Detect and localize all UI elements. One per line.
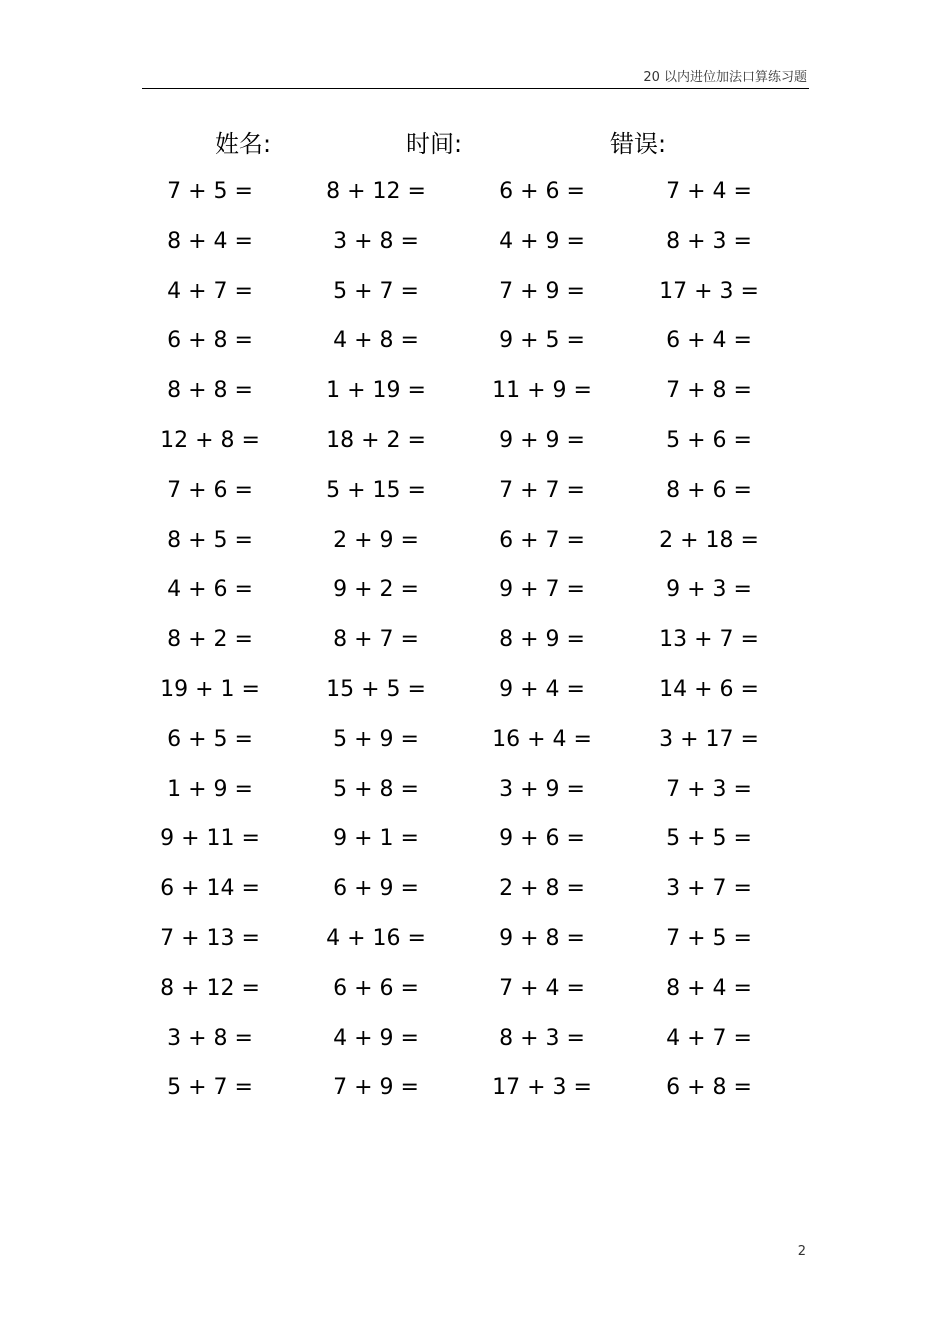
problem-item: 8 + 5 =	[167, 527, 253, 553]
problem-item: 9 + 2 =	[333, 577, 419, 603]
problem-item: 14 + 6 =	[659, 676, 759, 702]
problem-item: 9 + 1 =	[333, 826, 419, 852]
problem-item: 4 + 7 =	[666, 1025, 752, 1051]
problem-item: 7 + 6 =	[167, 477, 253, 503]
problem-item: 6 + 14 =	[160, 876, 260, 902]
problem-item: 2 + 9 =	[333, 527, 419, 553]
problem-item: 8 + 7 =	[333, 627, 419, 653]
problem-item: 4 + 9 =	[333, 1025, 419, 1051]
problem-item: 6 + 5 =	[167, 726, 253, 752]
running-header-title: 20 以内进位加法口算练习题	[643, 70, 807, 85]
problem-item: 7 + 13 =	[160, 925, 260, 951]
problem-item: 4 + 6 =	[167, 577, 253, 603]
page-number: 2	[797, 1244, 806, 1259]
problem-item: 6 + 8 =	[167, 328, 253, 354]
problem-item: 3 + 7 =	[666, 876, 752, 902]
problem-item: 9 + 9 =	[499, 427, 585, 453]
problem-item: 6 + 9 =	[333, 876, 419, 902]
problem-item: 5 + 8 =	[333, 776, 419, 802]
problem-item: 5 + 7 =	[333, 278, 419, 304]
problem-item: 6 + 4 =	[666, 328, 752, 354]
problem-item: 8 + 9 =	[499, 627, 585, 653]
problem-item: 6 + 6 =	[333, 975, 419, 1001]
problem-item: 8 + 12 =	[160, 975, 260, 1001]
problem-item: 2 + 18 =	[659, 527, 759, 553]
problem-item: 2 + 8 =	[499, 876, 585, 902]
problem-item: 1 + 9 =	[167, 776, 253, 802]
problem-item: 8 + 4 =	[666, 975, 752, 1001]
problem-item: 6 + 7 =	[499, 527, 585, 553]
problem-item: 8 + 3 =	[666, 228, 752, 254]
problem-item: 4 + 16 =	[326, 925, 426, 951]
problem-item: 5 + 7 =	[167, 1075, 253, 1101]
problem-item: 5 + 6 =	[666, 427, 752, 453]
problem-item: 7 + 4 =	[666, 179, 752, 204]
problem-item: 8 + 2 =	[167, 627, 253, 653]
problem-item: 8 + 12 =	[326, 179, 426, 204]
problem-item: 7 + 4 =	[499, 975, 585, 1001]
problem-item: 3 + 8 =	[167, 1025, 253, 1051]
problem-item: 7 + 5 =	[666, 925, 752, 951]
problem-item: 3 + 9 =	[499, 776, 585, 802]
problem-item: 9 + 4 =	[499, 676, 585, 702]
problem-item: 13 + 7 =	[659, 627, 759, 653]
header-divider	[142, 88, 809, 89]
problem-item: 5 + 5 =	[666, 826, 752, 852]
problem-item: 7 + 5 =	[167, 179, 253, 204]
problem-item: 8 + 8 =	[167, 378, 253, 404]
time-label: 时间:	[406, 130, 463, 158]
problem-item: 5 + 15 =	[326, 477, 426, 503]
problem-item: 9 + 7 =	[499, 577, 585, 603]
problem-item: 7 + 7 =	[499, 477, 585, 503]
name-label: 姓名:	[215, 130, 272, 158]
problem-item: 8 + 3 =	[499, 1025, 585, 1051]
problem-item: 9 + 11 =	[160, 826, 260, 852]
problem-item: 7 + 8 =	[666, 378, 752, 404]
problem-item: 17 + 3 =	[659, 278, 759, 304]
problem-item: 6 + 6 =	[499, 179, 585, 204]
student-info-row	[0, 124, 950, 164]
problem-item: 16 + 4 =	[492, 726, 592, 752]
problem-item: 7 + 3 =	[666, 776, 752, 802]
problem-item: 11 + 9 =	[492, 378, 592, 404]
problem-item: 15 + 5 =	[326, 676, 426, 702]
problem-item: 6 + 8 =	[666, 1075, 752, 1101]
problem-item: 9 + 6 =	[499, 826, 585, 852]
problem-item: 4 + 8 =	[333, 328, 419, 354]
problem-grid	[120, 167, 786, 1113]
problem-item: 9 + 5 =	[499, 328, 585, 354]
problem-item: 1 + 19 =	[326, 378, 426, 404]
problem-item: 5 + 9 =	[333, 726, 419, 752]
problem-item: 3 + 17 =	[659, 726, 759, 752]
problem-item: 12 + 8 =	[160, 427, 260, 453]
problem-item: 8 + 6 =	[666, 477, 752, 503]
problem-item: 17 + 3 =	[492, 1075, 592, 1101]
problem-item: 7 + 9 =	[333, 1075, 419, 1101]
problem-item: 3 + 8 =	[333, 228, 419, 254]
errors-label: 错误:	[610, 130, 667, 158]
problem-item: 19 + 1 =	[160, 676, 260, 702]
problem-item: 8 + 4 =	[167, 228, 253, 254]
problem-item: 7 + 9 =	[499, 278, 585, 304]
problem-item: 18 + 2 =	[326, 427, 426, 453]
problem-item: 9 + 8 =	[499, 925, 585, 951]
problem-item: 4 + 7 =	[167, 278, 253, 304]
problem-item: 9 + 3 =	[666, 577, 752, 603]
problem-item: 4 + 9 =	[499, 228, 585, 254]
